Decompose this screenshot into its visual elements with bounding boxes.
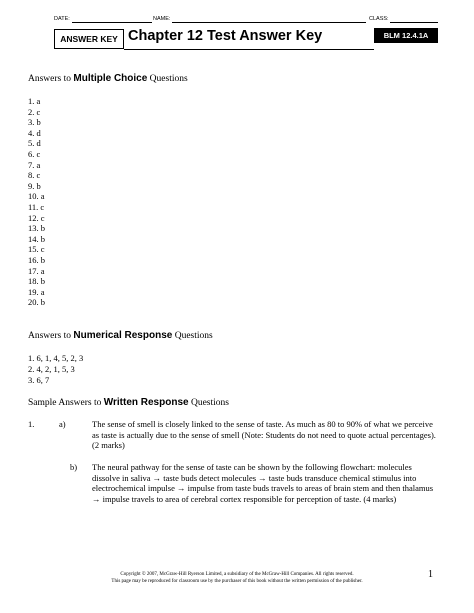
mc-answer-item: 12. c: [28, 212, 45, 223]
q1-number: 1.: [28, 419, 35, 429]
mc-answer-list: [28, 96, 45, 308]
mc-suffix: Questions: [147, 74, 188, 84]
mc-answer-item: 4. d: [28, 127, 41, 138]
name-line: [172, 22, 366, 23]
nr-answer-item: 2. 4, 2, 1, 5, 3: [28, 363, 75, 374]
copyright-line-2: This page may be reproduced for classroom use by the purchaser of this book without the written permission of the publisher.: [111, 578, 363, 584]
nr-heading-bold: Numerical Response: [73, 330, 173, 341]
q1a-text: The sense of smell is closely linked to the sense of taste. As much as 80 to 90% of what we perceive as taste is actually due to the sense of smell (Note: Students do not need to quote actual percentages). (2 marks): [92, 419, 436, 451]
mc-answer-item: 16. b: [28, 254, 45, 265]
mc-heading: [28, 73, 188, 84]
mc-answer-item: 6. c: [28, 148, 41, 159]
mc-heading-bold: Multiple Choice: [73, 73, 148, 84]
class-label: CLASS:: [369, 16, 389, 22]
wr-heading-bold: Written Response: [103, 397, 189, 408]
nr-heading: [28, 330, 213, 341]
mc-answer-item: 15. c: [28, 244, 45, 255]
nr-answer-item: 3. 6, 7: [28, 374, 50, 385]
mc-answer-item: 11. c: [28, 201, 45, 212]
copyright-footer: [0, 572, 474, 585]
copyright-line-1: Copyright © 2007, McGraw-Hill Ryerson Limited, a subsidiary of the McGraw-Hill Companies. All rights reserved.: [120, 572, 354, 577]
name-label: NAME:: [153, 16, 171, 22]
q1b-text: The neural pathway for the sense of taste can be shown by the following flowchart: molecules dissolve in saliva → taste buds detect molecules → taste buds transduce chemical stimulus into electrochemical impulse → impulse from taste buds travels to areas of brain stem and then thalamus → impulse travels to area of cerebral cortex responsible for perception of taste. (4 marks): [92, 462, 434, 504]
mc-answer-item: 14. b: [28, 233, 45, 244]
q1b-label: b): [70, 462, 78, 472]
mc-answer-item: 2. c: [28, 106, 41, 117]
mc-answer-item: 17. a: [28, 265, 45, 276]
mc-answer-item: 1. a: [28, 96, 41, 106]
blm-underline: [374, 42, 438, 43]
wr-heading: [28, 397, 229, 408]
mc-answer-item: 20. b: [28, 297, 45, 308]
blm-badge: BLM 12.4.1A: [374, 28, 438, 42]
mc-answer-item: 5. d: [28, 138, 41, 149]
date-line: [72, 22, 152, 23]
nr-answer-list: [28, 353, 83, 385]
mc-answer-item: 10. a: [28, 191, 45, 202]
date-label: DATE:: [54, 16, 70, 22]
q1a-label: a): [59, 419, 66, 429]
mc-answer-item: 8. c: [28, 170, 41, 181]
nr-suffix: Questions: [172, 331, 213, 341]
page-number: 1: [428, 569, 433, 580]
wr-prefix: Sample Answers to: [28, 398, 104, 408]
answer-key-badge: ANSWER KEY: [54, 29, 124, 49]
mc-answer-item: 9. b: [28, 180, 41, 191]
page-title: Chapter 12 Test Answer Key: [128, 28, 323, 44]
mc-answer-item: 3. b: [28, 117, 41, 128]
mc-answer-item: 13. b: [28, 223, 45, 234]
title-underline: [124, 49, 374, 50]
wr-suffix: Questions: [188, 398, 229, 408]
mc-answer-item: 18. b: [28, 276, 45, 287]
mc-answer-item: 7. a: [28, 159, 41, 170]
mc-answer-item: 19. a: [28, 286, 45, 297]
class-line: [390, 22, 438, 23]
mc-prefix: Answers to: [28, 74, 74, 84]
nr-prefix: Answers to: [28, 331, 74, 341]
nr-answer-item: 1. 6, 1, 4, 5, 2, 3: [28, 353, 84, 363]
